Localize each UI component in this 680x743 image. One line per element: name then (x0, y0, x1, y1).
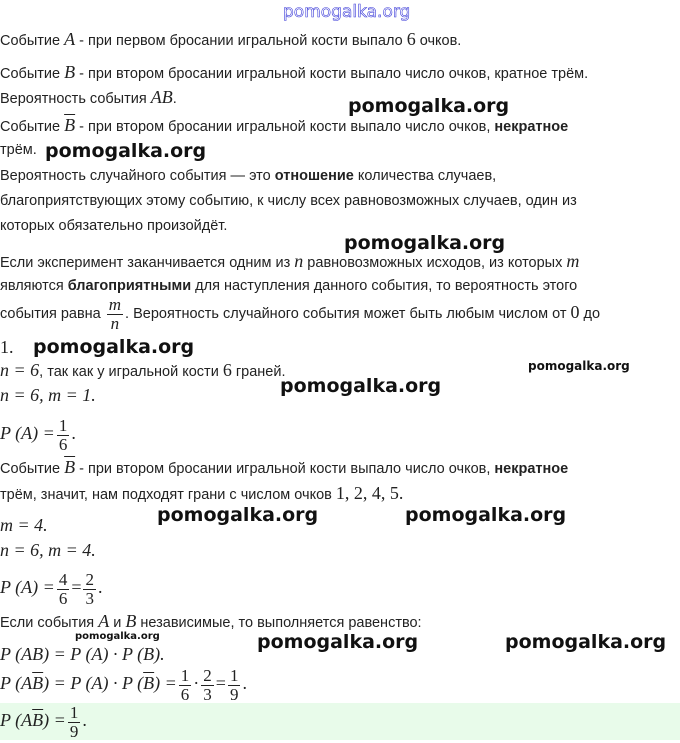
formula-p-abbar: P $(A\overline{B}) = P$ (A) · P $(\overline{B})$ = $\frac{1}{6}$ · $\frac{2}{3}$ = $\frac{1}{9}$ . (0, 665, 247, 704)
formula-p-a-2: P (A) = $\frac{4}{6}$ = $\frac{2}{3}$ . (0, 569, 103, 608)
watermark: pomogalka.org (45, 140, 207, 162)
paragraph-bbar-2: Событие $\overline{B}$ - при втором бросании игральной кости выпало число очков, некратное (0, 457, 569, 477)
paragraph-independent: Если события A и B независимые, то выполняется равенство: (0, 611, 422, 631)
watermark: pomogalka.org (344, 232, 506, 254)
watermark: pomogalka.org (257, 631, 419, 653)
paragraph-definition-2: благоприятствующих этому событию, к числу всех равновозможных случаев, один из (0, 193, 577, 209)
watermark-top: pomogalka.org (283, 2, 411, 22)
watermark: pomogalka.org (75, 631, 160, 642)
answer-highlight (0, 703, 680, 740)
paragraph-classic-4: 1. (0, 337, 14, 357)
formula-product: P (AB) = P (A) · P (B). (0, 644, 165, 664)
paragraph-definition-3: которых обязательно произойдёт. (0, 218, 228, 234)
watermark: pomogalka.org (505, 631, 667, 653)
watermark: pomogalka.org (405, 504, 567, 526)
watermark: pomogalka.org (280, 375, 442, 397)
watermark: pomogalka.org (348, 95, 510, 117)
paragraph-classic-1: Если эксперимент заканчивается одним из n равновозможных исходов, из которых m (0, 251, 580, 271)
line-n-m-2: n = 6, m = 4. (0, 540, 96, 560)
paragraph-bbar-faces: трём, значит, нам подходят грани с числом очков 1, 2, 4, 5. (0, 483, 404, 503)
formula-answer: P $(A\overline{B})$ = $\frac{1}{9}$ . (0, 702, 87, 741)
line-n-six: n = 6, так как у игральной кости 6 граней. (0, 360, 286, 380)
watermark: pomogalka.org (33, 336, 195, 358)
paragraph-prob-ab: Вероятность события AB. (0, 87, 177, 107)
line-m-four: m = 4. (0, 515, 48, 535)
paragraph-definition-1: Вероятность случайного события — это отношение количества случаев, (0, 168, 497, 184)
paragraph-classic-2: являются благоприятными для наступления данного события, то вероятность этого (0, 278, 578, 294)
formula-p-a-1: P (A) = $\frac{1}{6}$ . (0, 415, 76, 454)
paragraph-event-bbar: Событие $\overline{B}$ - при втором бросании игральной кости выпало число очков, некратное (0, 115, 569, 135)
fraction-m-n: $\frac{m}{n}$ (108, 294, 122, 333)
fraction: $\frac{1}{6}$ (58, 415, 68, 454)
watermark: pomogalka.org (528, 359, 630, 373)
paragraph-event-a: Событие A - при первом бросании игральной кости выпало 6 очков. (0, 29, 462, 49)
paragraph-event-bbar-end: трём. (0, 142, 37, 158)
line-n-m: n = 6, m = 1. (0, 385, 96, 405)
paragraph-classic-3: события равна $\frac{m}{n}$ . Вероятность случайного события может быть любым числом от 0 до (0, 294, 601, 333)
paragraph-event-b: Событие B - при втором бросании игральной кости выпало число очков, кратное трём. (0, 62, 589, 82)
watermark: pomogalka.org (157, 504, 319, 526)
